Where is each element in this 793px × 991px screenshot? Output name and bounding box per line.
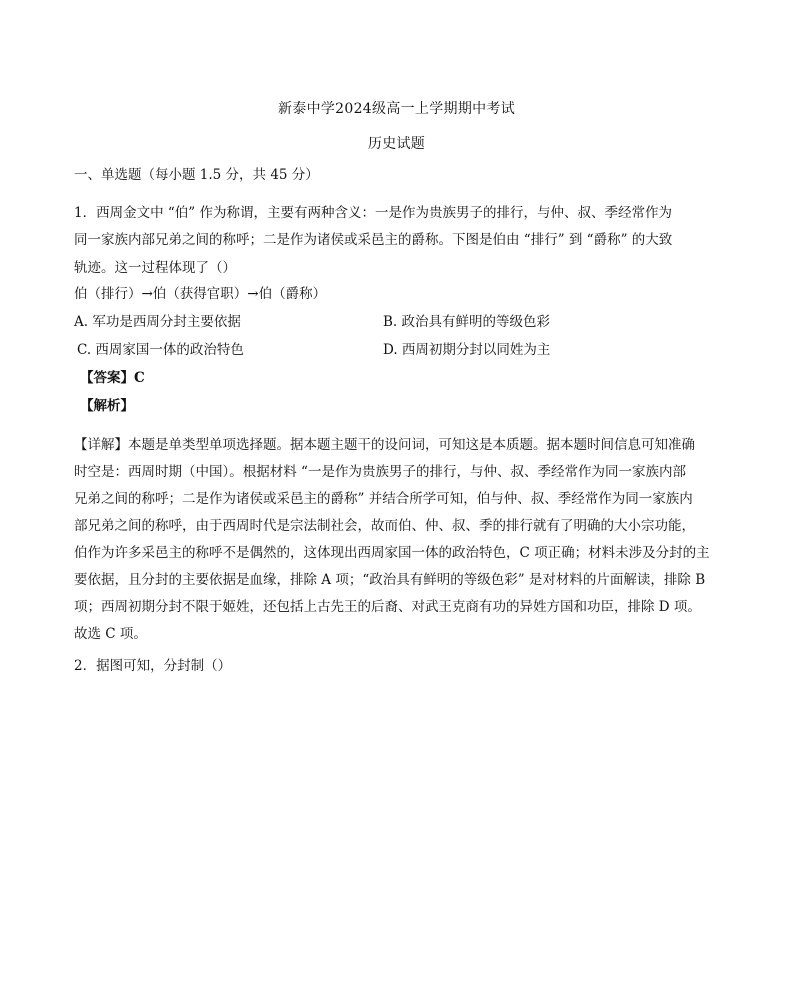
q1-detail-line4: 部兄弟之间的称呼，由于西周时代是宗法制社会，故而伯、仲、叔、季的排行就有了明确的大小宗功能， xyxy=(74,518,695,534)
q1-option-d: D. 西周初期分封以同姓为主 xyxy=(383,342,551,358)
q1-option-b: B. 政治具有鲜明的等级色彩 xyxy=(383,314,551,330)
section-heading: 一、单选题（每小题 1.5 分，共 45 分） xyxy=(74,167,319,183)
q1-answer: 【答案】C xyxy=(80,370,145,386)
q1-detail-line7: 项；西周初期分封不限于姬姓，还包括上古先王的后裔、对武王克商有功的异姓方国和功臣，排除 D 项。 xyxy=(74,599,701,615)
q1-detail-line2: 时空是：西周时期（中国）。根据材料 “一是作为贵族男子的排行，与仲、叔、季经常作为同一家族内部 xyxy=(74,464,686,480)
q1-stem-line2: 同一家族内部兄弟之间的称呼；二是作为诸侯或采邑主的爵称。下图是伯由 “排行” 到 “爵称” 的大致 xyxy=(74,232,673,248)
q1-analysis-label: 【解析】 xyxy=(80,398,134,414)
q2-stem: 2．据图可知，分封制（） xyxy=(74,658,232,674)
q1-detail-line3: 兄弟之间的称呼；二是作为诸侯或采邑主的爵称” 并结合所学可知，伯与仲、叔、季经常作为同一家族内 xyxy=(74,491,693,507)
q1-option-c: C. 西周家国一体的政治特色 xyxy=(77,342,244,358)
q1-detail-line5: 伯作为许多采邑主的称呼不是偶然的，这体现出西周家国一体的政治特色，C 项正确；材料未涉及分封的主 xyxy=(74,545,710,561)
q1-detail-line6: 要依据，且分封的主要依据是血缘，排除 A 项；“政治具有鲜明的等级色彩” 是对材料的片面解读，排除 B xyxy=(74,572,706,588)
subject-title: 历史试题 xyxy=(367,136,426,152)
q1-flow: 伯（排行）→伯（获得官职）→伯（爵称） xyxy=(74,286,327,302)
q1-stem-line1: 1．西周金文中 “伯” 作为称谓，主要有两种含义：一是作为贵族男子的排行，与仲、叔、季经常作为 xyxy=(74,205,672,221)
q1-stem-line3: 轨迹。这一过程体现了（） xyxy=(74,260,236,276)
q1-option-a: A. 军功是西周分封主要依据 xyxy=(74,314,241,330)
exam-title: 新泰中学2024级高一上学期期中考试 xyxy=(277,101,516,117)
q1-detail-line1: 【详解】本题是单类型单项选择题。据本题主题干的设问词，可知这是本质题。据本题时间信息可知准确 xyxy=(74,437,695,453)
q1-detail-line8: 故选 C 项。 xyxy=(74,626,147,642)
